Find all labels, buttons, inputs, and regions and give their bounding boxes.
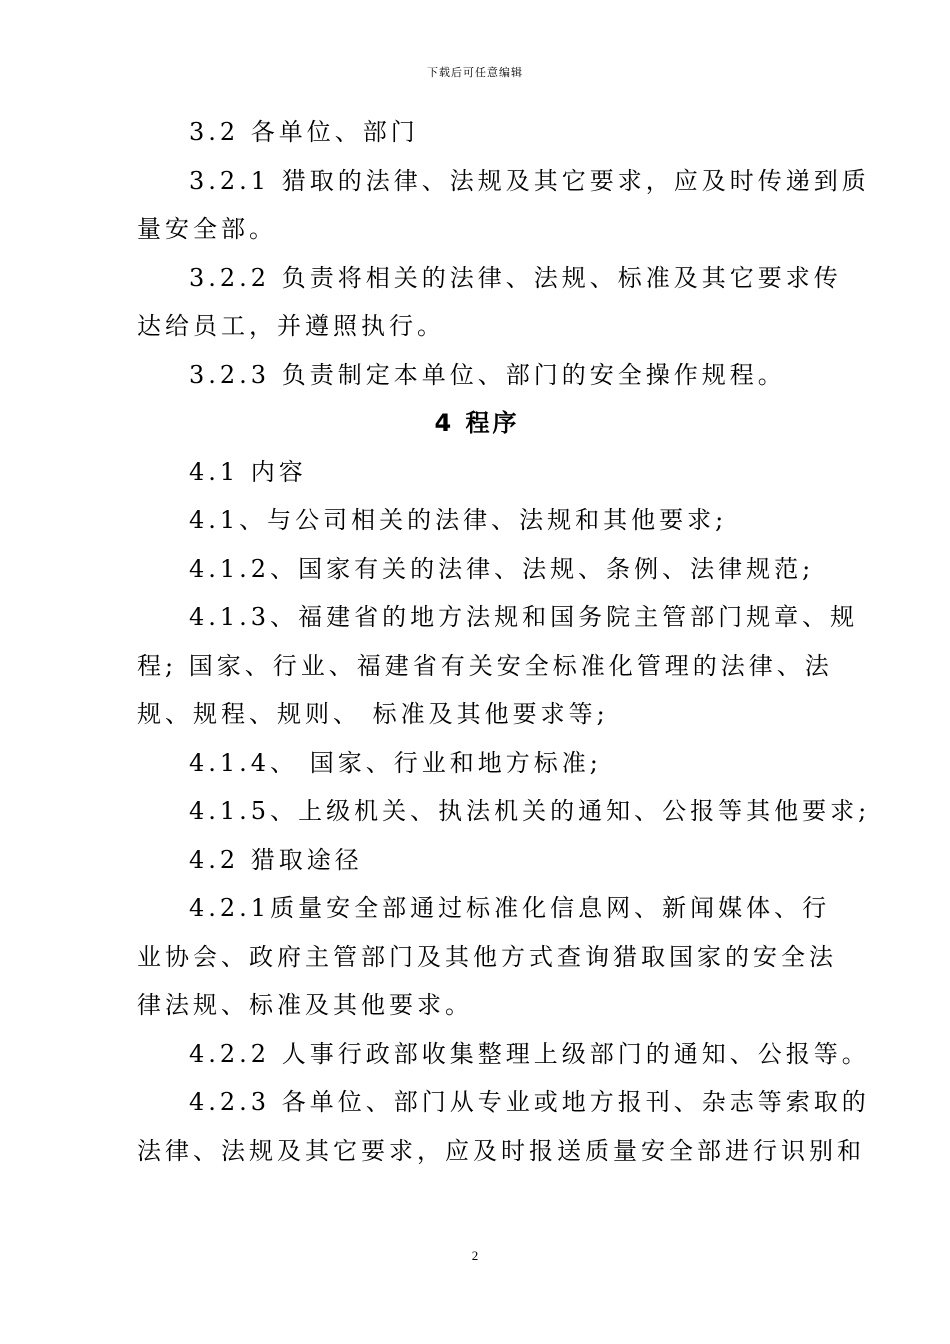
page-number: 2 <box>471 1248 479 1263</box>
paragraph-line: 律法规、标准及其他要求。 <box>137 991 473 1019</box>
paragraph-line: 4.2.2 人事行政部收集整理上级部门的通知、公报等。 <box>189 1039 870 1068</box>
paragraph-line: 3.2.1 猎取的法律、法规及其它要求，应及时传递到质 <box>189 166 870 195</box>
paragraph-line: 4.1.5、上级机关、执法机关的通知、公报等其他要求; <box>189 797 871 825</box>
page-header: 下载后可任意编辑 <box>427 66 523 79</box>
paragraph-line: 业协会、政府主管部门及其他方式查询猎取国家的安全法 <box>137 942 837 971</box>
section-heading: 4 程序 <box>434 409 520 437</box>
paragraph-line: 4.1 内容 <box>189 457 307 486</box>
paragraph-line: 4.2.1质量安全部通过标准化信息网、新闻媒体、行 <box>189 894 831 922</box>
paragraph-line: 4.1.4、 国家、行业和地方标准; <box>189 748 602 777</box>
paragraph-line: 达给员工，并遵照执行。 <box>137 312 445 340</box>
paragraph-line: 规、规程、规则、 标准及其他要求等; <box>137 700 609 728</box>
paragraph-line: 3.2.2 负责将相关的法律、法规、标准及其它要求传 <box>189 263 842 292</box>
paragraph-line: 3.2 各单位、部门 <box>189 118 419 146</box>
paragraph-line: 4.1.3、福建省的地方法规和国务院主管部门规章、规 <box>189 603 859 631</box>
document-body <box>137 108 871 1175</box>
paragraph-line: 程; 国家、行业、福建省有关安全标准化管理的法律、法 <box>137 651 833 680</box>
paragraph-line: 量安全部。 <box>137 215 277 243</box>
paragraph-line: 3.2.3 负责制定本单位、部门的安全操作规程。 <box>189 360 786 389</box>
paragraph-line: 法律、法规及其它要求，应及时报送质量安全部进行识别和 <box>137 1136 865 1165</box>
paragraph-line: 4.2.3 各单位、部门从专业或地方报刊、杂志等索取的 <box>189 1088 870 1116</box>
paragraph-line: 4.1.2、国家有关的法律、法规、条例、法律规范; <box>189 554 815 583</box>
paragraph-line: 4.1、与公司相关的法律、法规和其他要求; <box>189 506 728 534</box>
paragraph-line: 4.2 猎取途径 <box>189 845 363 874</box>
